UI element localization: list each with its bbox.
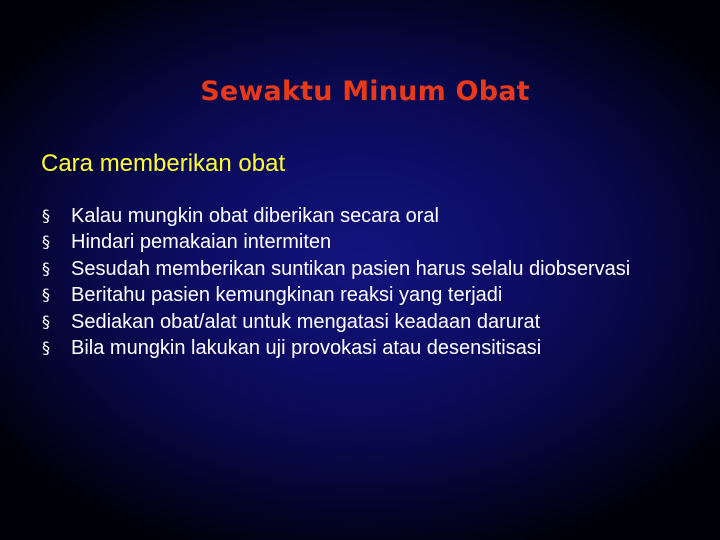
list-item: [42, 282, 682, 308]
bullet-icon: §: [42, 311, 50, 331]
bullet-icon: §: [42, 285, 50, 305]
list-item-text: Sediakan obat/alat untuk mengatasi keadaan darurat: [71, 310, 541, 333]
list-item: [42, 203, 682, 229]
bullet-icon: §: [42, 258, 50, 278]
list-item: [42, 335, 682, 361]
list-item-text: Bila mungkin lakukan uji provokasi atau desensitisasi: [71, 337, 542, 360]
bullet-icon: §: [42, 206, 50, 225]
list-item-text: Kalau mungkin obat diberikan secara oral: [71, 205, 439, 227]
list-item-text: Hindari pemakaian intermiten: [71, 231, 332, 254]
list-item: [42, 309, 682, 335]
bullet-icon: §: [42, 338, 50, 358]
bullet-list: [42, 203, 682, 361]
list-item-text: Sesudah memberikan suntikan pasien harus selalu diobservasi: [71, 257, 631, 280]
list-item-text: Beritahu pasien kemungkinan reaksi yang terjadi: [71, 284, 503, 307]
list-item: [42, 256, 682, 282]
slide-subtitle: Cara memberikan obat: [41, 150, 286, 177]
slide-title: Sewaktu Minum Obat: [200, 76, 530, 107]
bullet-icon: §: [42, 232, 50, 252]
list-item: [42, 229, 682, 255]
